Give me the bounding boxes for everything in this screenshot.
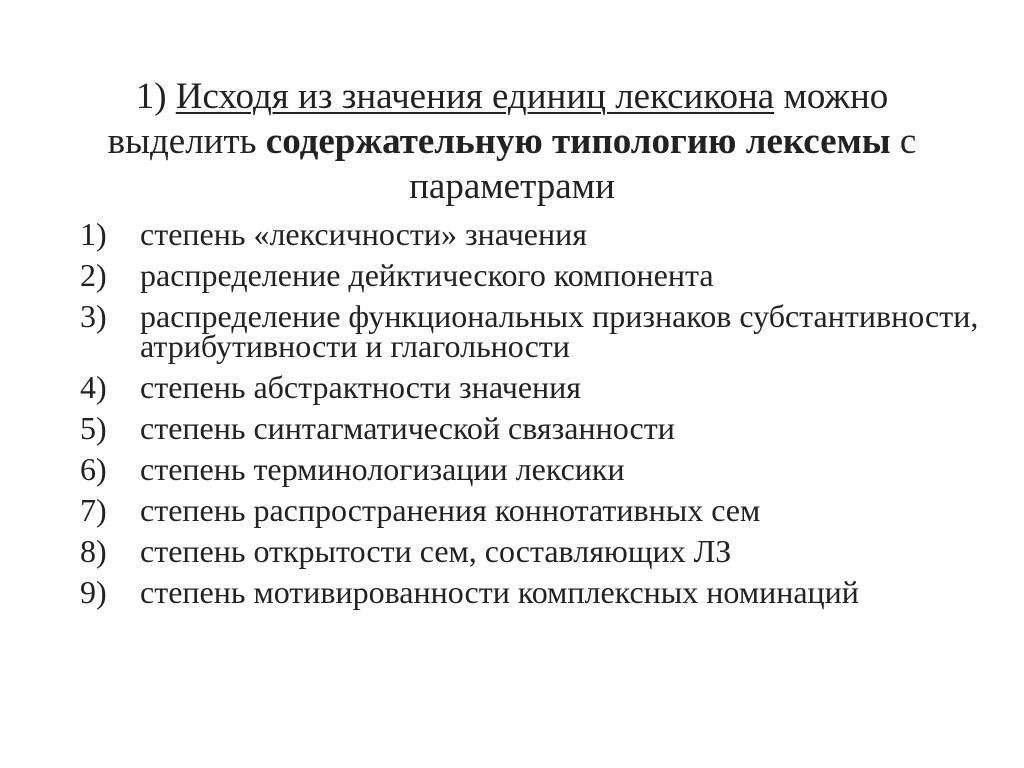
list-item-text: степень терминологизации лексики: [140, 451, 625, 487]
list-item-number: 5): [80, 410, 107, 446]
list-item-text: степень абстрактности значения: [140, 369, 581, 405]
list-item-number: 6): [80, 451, 107, 487]
list-item-number: 3): [80, 298, 107, 334]
title-bold-text: содержательную типологию лексемы: [265, 121, 891, 162]
title-prefix: 1): [135, 76, 176, 117]
list-item-number: 9): [80, 574, 107, 610]
list-item: [80, 216, 980, 252]
title-underlined-text: Исходя из значения единиц лексикона: [175, 76, 775, 117]
list-item: [80, 369, 980, 405]
list-item: [80, 410, 980, 446]
list-item: [80, 492, 980, 528]
list-item-number: 7): [80, 492, 107, 528]
list-item-number: 4): [80, 369, 107, 405]
list-item-text: степень распространения коннотативных сем: [140, 492, 761, 528]
list-item-number: 2): [80, 257, 107, 293]
title-suffix: с параметрами: [409, 121, 917, 207]
list-item-text: распределение функциональных признаков субстантивности, атрибутивности и глагольности: [140, 298, 979, 364]
list-item-text: степень синтагматической связанности: [140, 410, 675, 446]
list-item: [80, 257, 980, 293]
list-item-text: распределение дейктического компонента: [140, 257, 714, 293]
list-item-text: степень «лексичности» значения: [140, 216, 587, 252]
list-item-number: 1): [80, 216, 107, 252]
list-item: [80, 574, 980, 610]
title-middle-text: можно выделить: [107, 76, 889, 162]
parameter-list: [80, 216, 980, 618]
list-item-number: 8): [80, 533, 107, 569]
list-item-text: степень открытости сем, составляющих ЛЗ: [140, 533, 732, 569]
list-item: [80, 298, 980, 364]
list-item-text: степень мотивированности комплексных номинаций: [140, 574, 859, 610]
list-item: [80, 533, 980, 569]
slide-title: [60, 74, 964, 209]
list-item: [80, 451, 980, 487]
